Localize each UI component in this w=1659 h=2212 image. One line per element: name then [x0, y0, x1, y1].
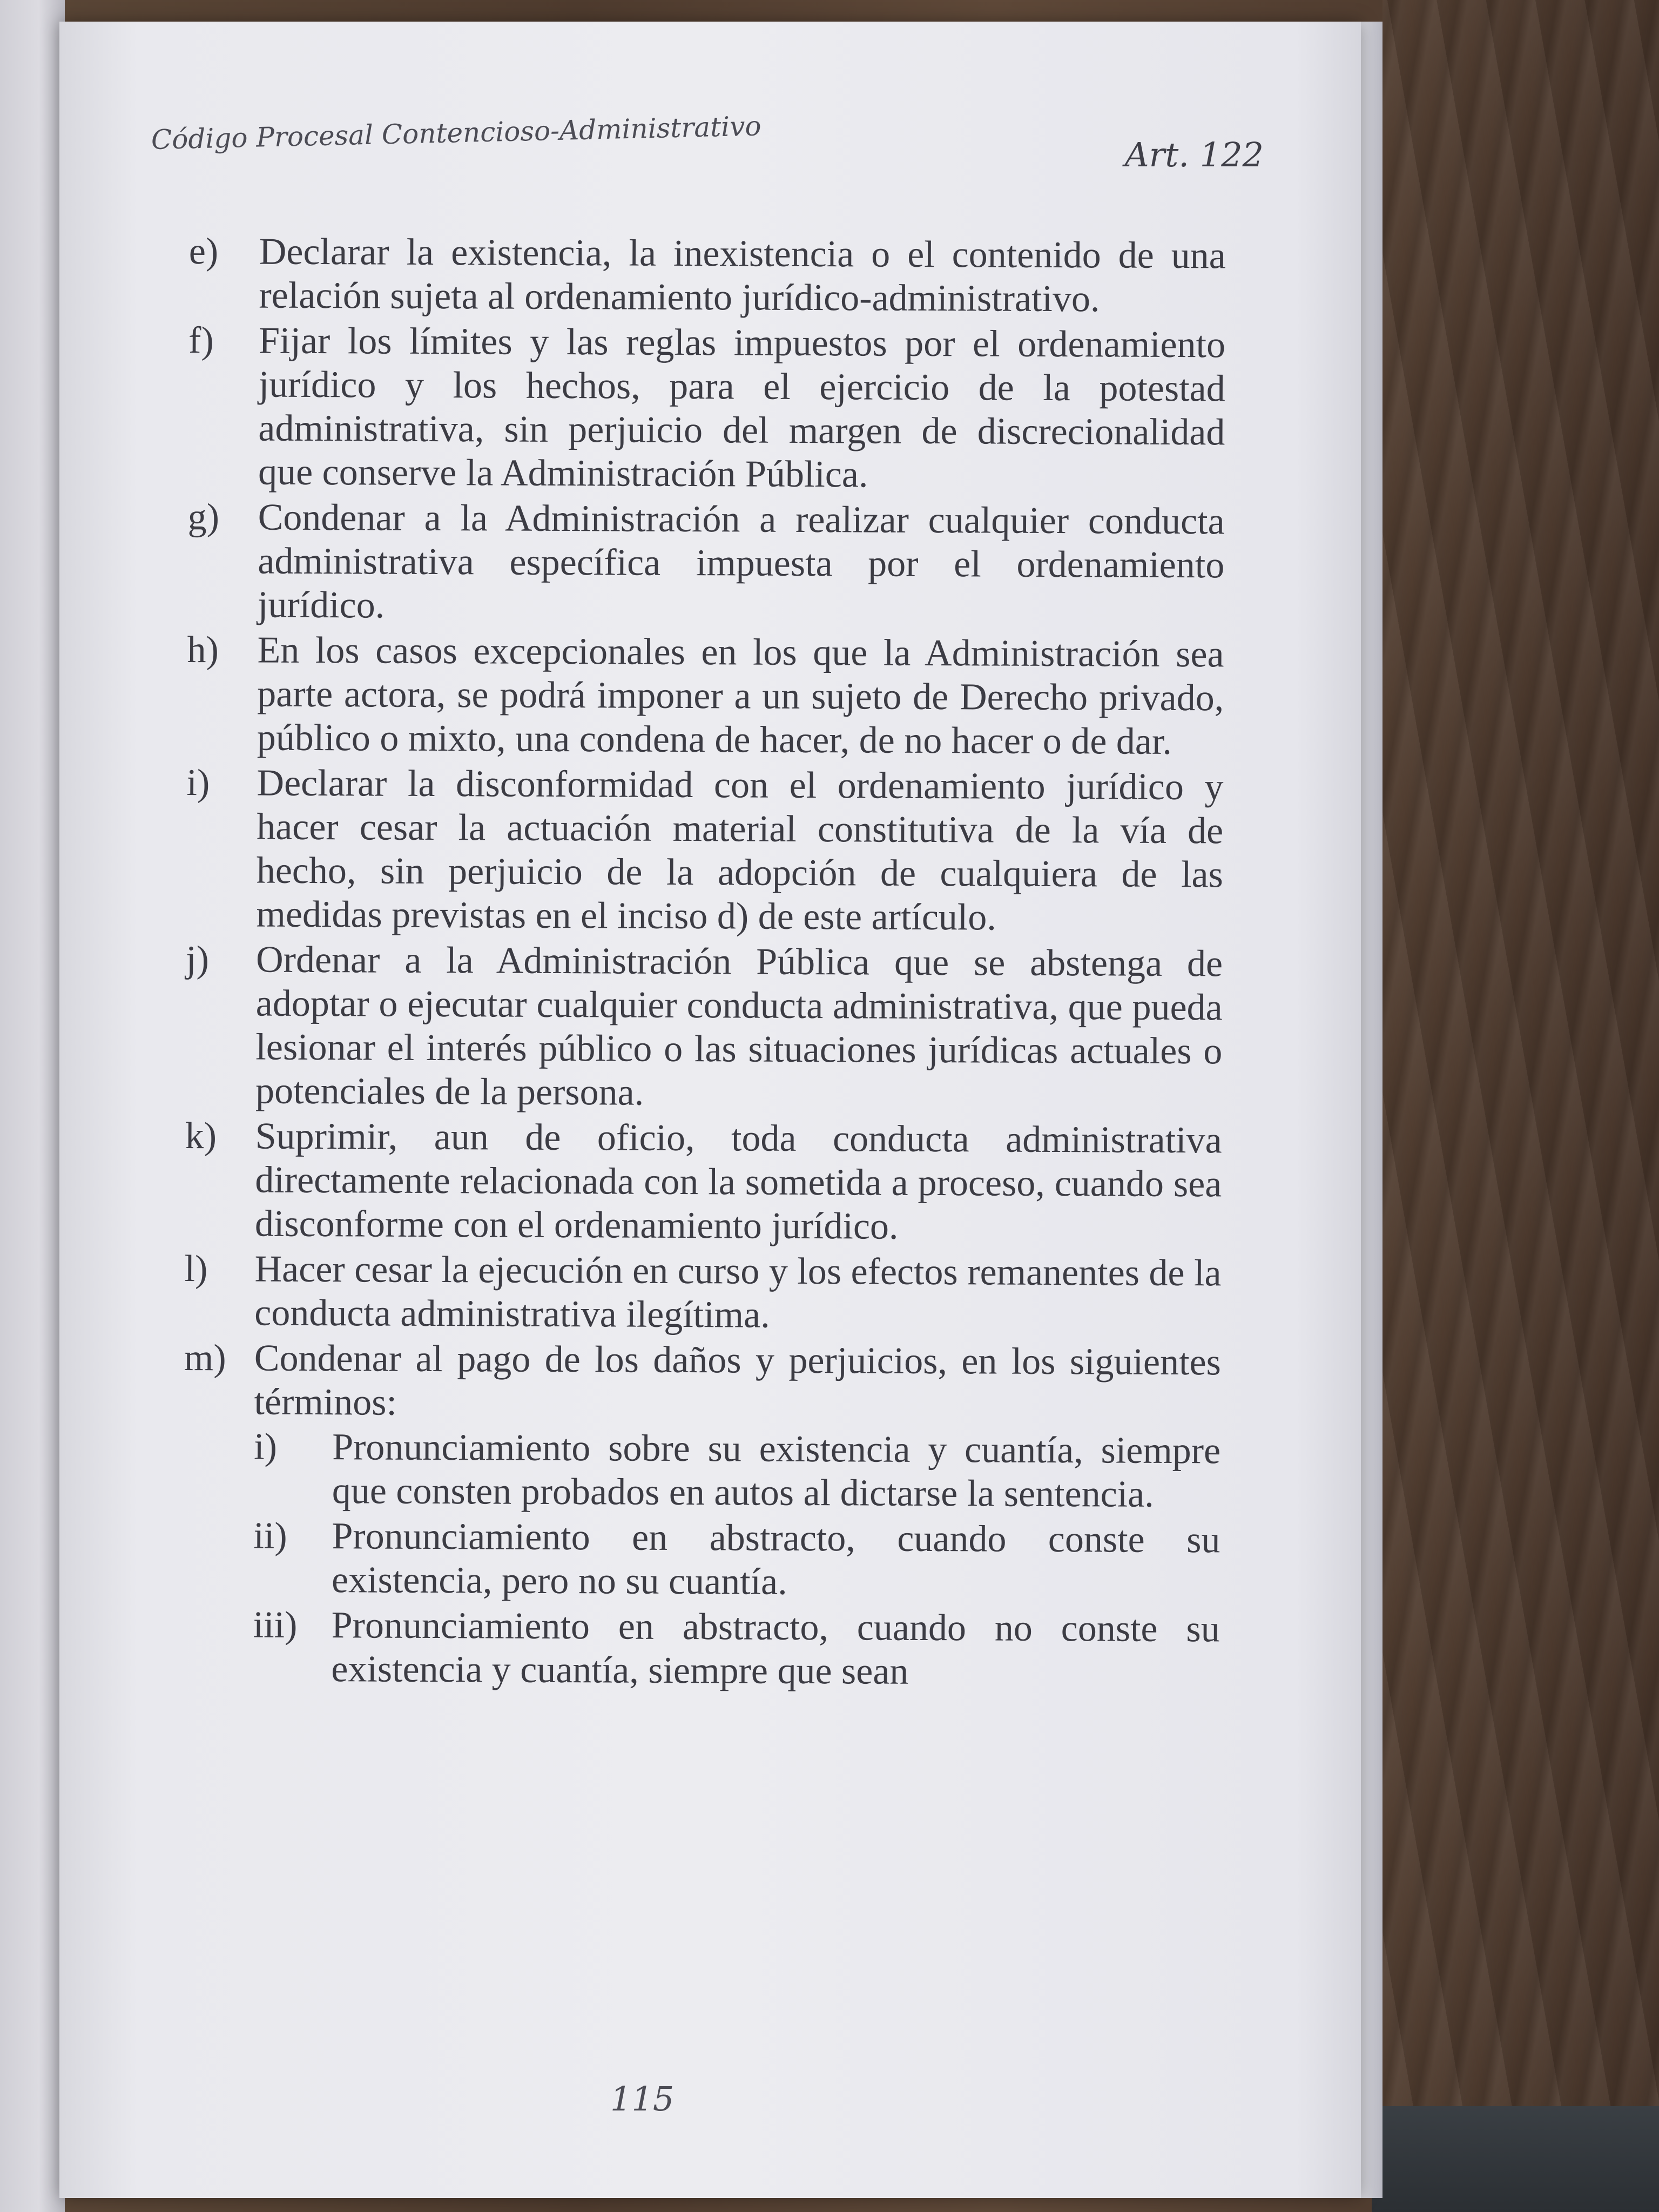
wood-table-background	[1382, 0, 1659, 2212]
list-item-i	[186, 761, 1223, 940]
item-text: Ordenar a la Administración Pública que se abstenga de adoptar o ejecutar cualquier conducta administrativa, que pueda lesionar el interés público o las situaciones jurídicas actuales o potenciales de la persona.	[255, 939, 1223, 1114]
dark-object-corner	[1372, 2106, 1659, 2212]
list-item-m	[183, 1336, 1221, 1695]
sub-item-text: Pronunciamiento en abstracto, cuando conste su existencia, pero no su cuantía.	[331, 1515, 1220, 1603]
list-item-j	[185, 938, 1223, 1117]
book-page	[59, 22, 1361, 2198]
list-item-f	[188, 319, 1225, 498]
item-mark: g)	[187, 496, 220, 538]
item-text: Declarar la existencia, la inexistencia o el contenido de una relación sujeta al ordenamiento jurídico-administrativo.	[259, 231, 1226, 320]
sub-item-text: Pronunciamiento sobre su existencia y cuantía, siempre que consten probados en autos al dictarse la sentencia.	[332, 1426, 1221, 1515]
item-mark: i)	[186, 761, 210, 804]
sub-item-iii	[253, 1603, 1220, 1695]
sub-item-mark: i)	[253, 1426, 278, 1468]
item-mark: e)	[188, 230, 219, 273]
item-text: Hacer cesar la ejecución en curso y los efectos remanentes de la conducta administrativa ilegítima.	[254, 1248, 1222, 1336]
list-item-l	[184, 1247, 1222, 1339]
item-mark: k)	[185, 1115, 217, 1157]
running-head-article: Art. 122	[1124, 135, 1264, 174]
sub-item-ii	[253, 1514, 1220, 1606]
item-text: Fijar los límites y las reglas impuestos por el ordenamiento jurídico y los hechos, para el ejercicio de la potestad administrativa, sin perjuicio del margen de discrecionalidad que conserve la Administración Pública.	[258, 320, 1226, 496]
item-text: Declarar la disconformidad con el ordenamiento jurídico y hacer cesar la actuación material constitutiva de la vía de hecho, sin perjuicio de la adopción de cualquiera de las medidas previstas en el inciso d) de este artículo.	[256, 762, 1224, 939]
sub-item-i	[254, 1425, 1221, 1517]
list-item-h	[187, 628, 1224, 764]
item-text: Condenar al pago de los daños y perjuicios, en los siguientes términos:	[254, 1337, 1222, 1424]
item-mark: m)	[184, 1337, 226, 1379]
sub-item-text: Pronunciamiento en abstracto, cuando no conste su existencia y cuantía, siempre que sean	[331, 1604, 1220, 1692]
running-head	[151, 108, 1264, 173]
item-text: En los casos excepcionales en los que la Administración sea parte actora, se podrá imponer a un sujeto de Derecho privado, público o mixto, una condena de hacer, de no hacer o de dar.	[257, 629, 1224, 763]
sub-item-mark: iii)	[253, 1604, 298, 1646]
sub-list	[253, 1425, 1220, 1695]
item-mark: l)	[184, 1247, 208, 1290]
item-mark: f)	[188, 319, 214, 362]
list-item-k	[185, 1114, 1222, 1250]
list-item-e	[188, 230, 1226, 321]
item-text: Suprimir, aun de oficio, toda conducta administrativa directamente relacionada con la sometida a proceso, cuando sea disconforme con el ordenamiento jurídico.	[254, 1115, 1222, 1247]
page-body	[183, 230, 1226, 1696]
item-mark: j)	[185, 938, 210, 981]
item-text: Condenar a la Administración a realizar cualquier conducta administrativa específica impuesta por el ordenamiento jurídico.	[257, 496, 1225, 626]
list-item-g	[187, 495, 1225, 631]
sub-item-mark: ii)	[253, 1515, 287, 1557]
item-mark: h)	[187, 629, 219, 671]
left-page-edge	[0, 0, 65, 2212]
page-number: 115	[610, 2079, 675, 2119]
running-head-title: Código Procesal Contencioso-Administrativo	[151, 110, 762, 156]
